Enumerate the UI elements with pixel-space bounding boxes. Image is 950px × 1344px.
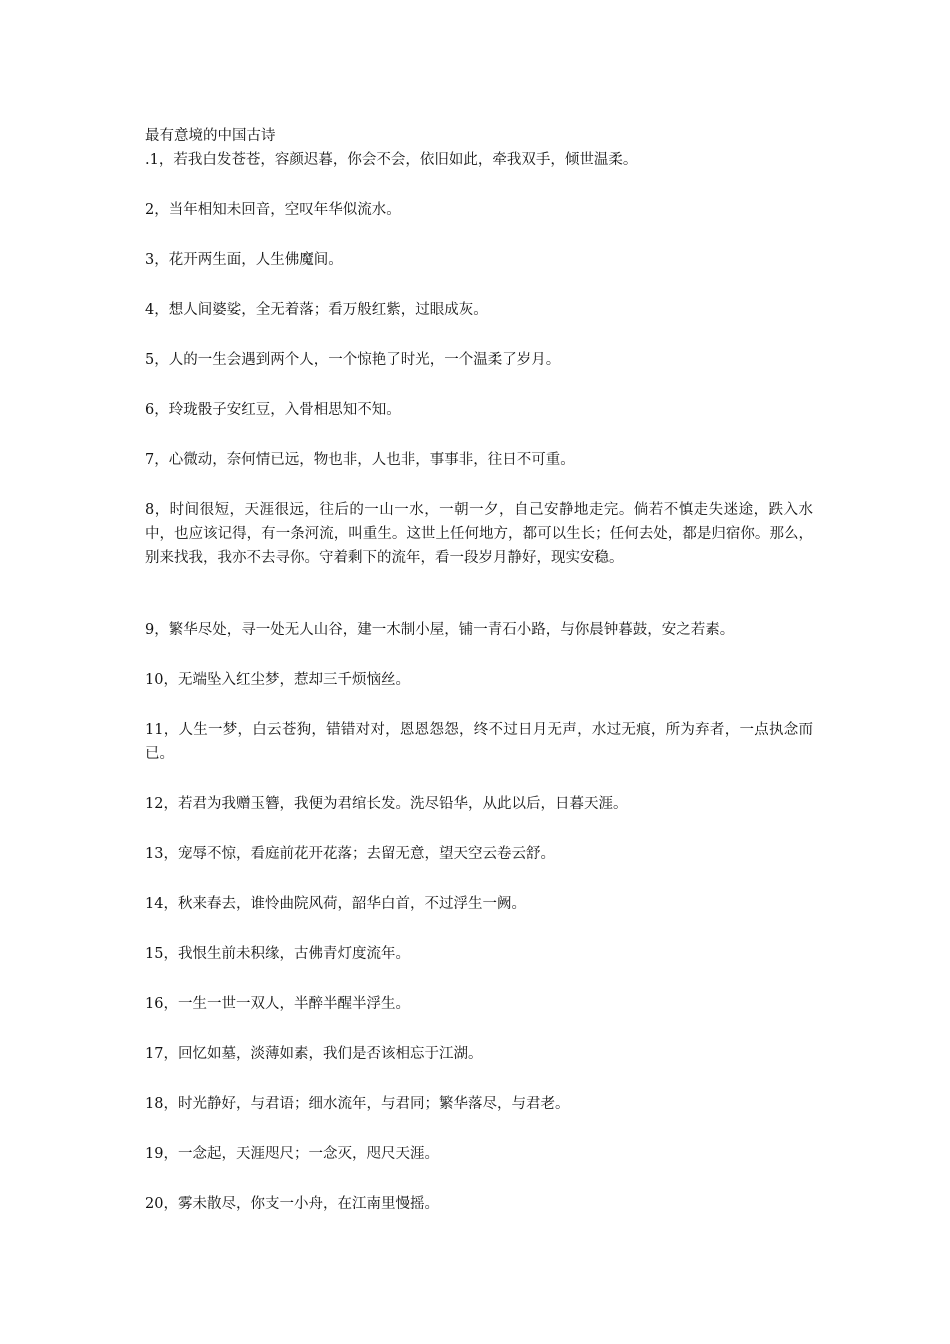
poem-entry bbox=[145, 448, 813, 472]
poem-entry bbox=[145, 1042, 813, 1066]
entry-text: 回忆如墓，淡薄如素，我们是否该相忘于江湖。 bbox=[177, 1046, 483, 1062]
poem-entry bbox=[145, 298, 813, 322]
entry-text: 时间很短，天涯很远，往后的一山一水，一朝一夕，自己安静地走完。倘若不慎走失迷途，跌入水中，也应该记得，有一条河流，叫重生。这世上任何地方，都可以生长；任何去处，都是归宿你。那么，别来找我，我亦不去寻你。守着剩下的流年，看一段岁月静好，现实安稳。 bbox=[145, 502, 813, 566]
entry-text: 人的一生会遇到两个人，一个惊艳了时光，一个温柔了岁月。 bbox=[168, 352, 561, 368]
entry-text: 繁华尽处，寻一处无人山谷，建一木制小屋，铺一青石小路，与你晨钟暮鼓，安之若素。 bbox=[168, 622, 735, 638]
entry-number: 16， bbox=[145, 996, 178, 1012]
entry-text: 雾未散尽，你支一小舟，在江南里慢摇。 bbox=[177, 1196, 439, 1212]
entry-number: 7， bbox=[145, 452, 169, 468]
entry-number: 10， bbox=[145, 672, 178, 688]
entry-number: 8， bbox=[145, 502, 170, 518]
entry-text: 若我白发苍苍，容颜迟暮，你会不会，依旧如此，牵我双手，倾世温柔。 bbox=[173, 152, 638, 168]
poem-entry bbox=[145, 398, 813, 422]
entry-number: 6， bbox=[145, 402, 169, 418]
entry-number: 20， bbox=[145, 1196, 178, 1212]
poem-entry bbox=[145, 1092, 813, 1116]
entry-number: 19， bbox=[145, 1146, 178, 1162]
entry-text: 无端坠入红尘梦，惹却三千烦恼丝。 bbox=[177, 672, 410, 688]
entry-text: 秋来春去，谁怜曲院风荷，韶华白首，不过浮生一阙。 bbox=[177, 896, 526, 912]
document-title: 最有意境的中国古诗 bbox=[145, 128, 276, 144]
poem-entry bbox=[145, 992, 813, 1016]
entry-text: 一念起，天涯咫尺；一念灭，咫尺天涯。 bbox=[177, 1146, 439, 1162]
document-page bbox=[145, 126, 813, 1242]
entry-number: 4， bbox=[145, 302, 169, 318]
entry-number: 18， bbox=[145, 1096, 178, 1112]
entry-text: 宠辱不惊，看庭前花开花落；去留无意，望天空云卷云舒。 bbox=[177, 846, 555, 862]
entry-text: 当年相知未回音，空叹年华似流水。 bbox=[168, 202, 401, 218]
entry-number: 2， bbox=[145, 202, 169, 218]
entry-number: 13， bbox=[145, 846, 178, 862]
poem-entry bbox=[145, 842, 813, 866]
poem-entry bbox=[145, 792, 813, 816]
poem-entry bbox=[145, 248, 813, 272]
entry-text: 一生一世一双人，半醉半醒半浮生。 bbox=[177, 996, 410, 1012]
entry-number: .1， bbox=[145, 152, 174, 168]
entry-text: 花开两生面，人生佛魔间。 bbox=[168, 252, 343, 268]
entry-number: 14， bbox=[145, 896, 178, 912]
entry-number: 3， bbox=[145, 252, 169, 268]
entry-text: 想人间婆娑，全无着落；看万般红紫，过眼成灰。 bbox=[168, 302, 488, 318]
poem-entry bbox=[145, 498, 813, 570]
entry-text: 若君为我赠玉簪，我便为君绾长发。洗尽铅华，从此以后，日暮天涯。 bbox=[177, 796, 628, 812]
poem-entry bbox=[145, 618, 813, 642]
poem-entry bbox=[145, 198, 813, 222]
entry-text: 人生一梦，白云苍狗，错错对对，恩恩怨怨，终不过日月无声，水过无痕，所为弃者，一点执念而已。 bbox=[145, 722, 814, 762]
entry-text: 时光静好，与君语；细水流年，与君同；繁华落尽，与君老。 bbox=[177, 1096, 570, 1112]
poem-entry bbox=[145, 348, 813, 372]
entry-text: 玲珑骰子安红豆，入骨相思知不知。 bbox=[168, 402, 401, 418]
poem-entry bbox=[145, 1192, 813, 1216]
poem-entry bbox=[145, 942, 813, 966]
entry-number: 17， bbox=[145, 1046, 178, 1062]
entry-number: 5， bbox=[145, 352, 169, 368]
entry-number: 12， bbox=[145, 796, 178, 812]
poem-entry bbox=[145, 148, 813, 172]
poem-entry bbox=[145, 1142, 813, 1166]
poem-entry bbox=[145, 718, 813, 766]
poem-entry bbox=[145, 668, 813, 692]
poem-entry bbox=[145, 892, 813, 916]
entry-number: 11， bbox=[145, 722, 179, 738]
entry-number: 15， bbox=[145, 946, 178, 962]
entry-text: 心微动，奈何情已远，物也非，人也非，事事非，往日不可重。 bbox=[168, 452, 575, 468]
entry-text: 我恨生前未积缘，古佛青灯度流年。 bbox=[177, 946, 410, 962]
entry-number: 9， bbox=[145, 622, 169, 638]
